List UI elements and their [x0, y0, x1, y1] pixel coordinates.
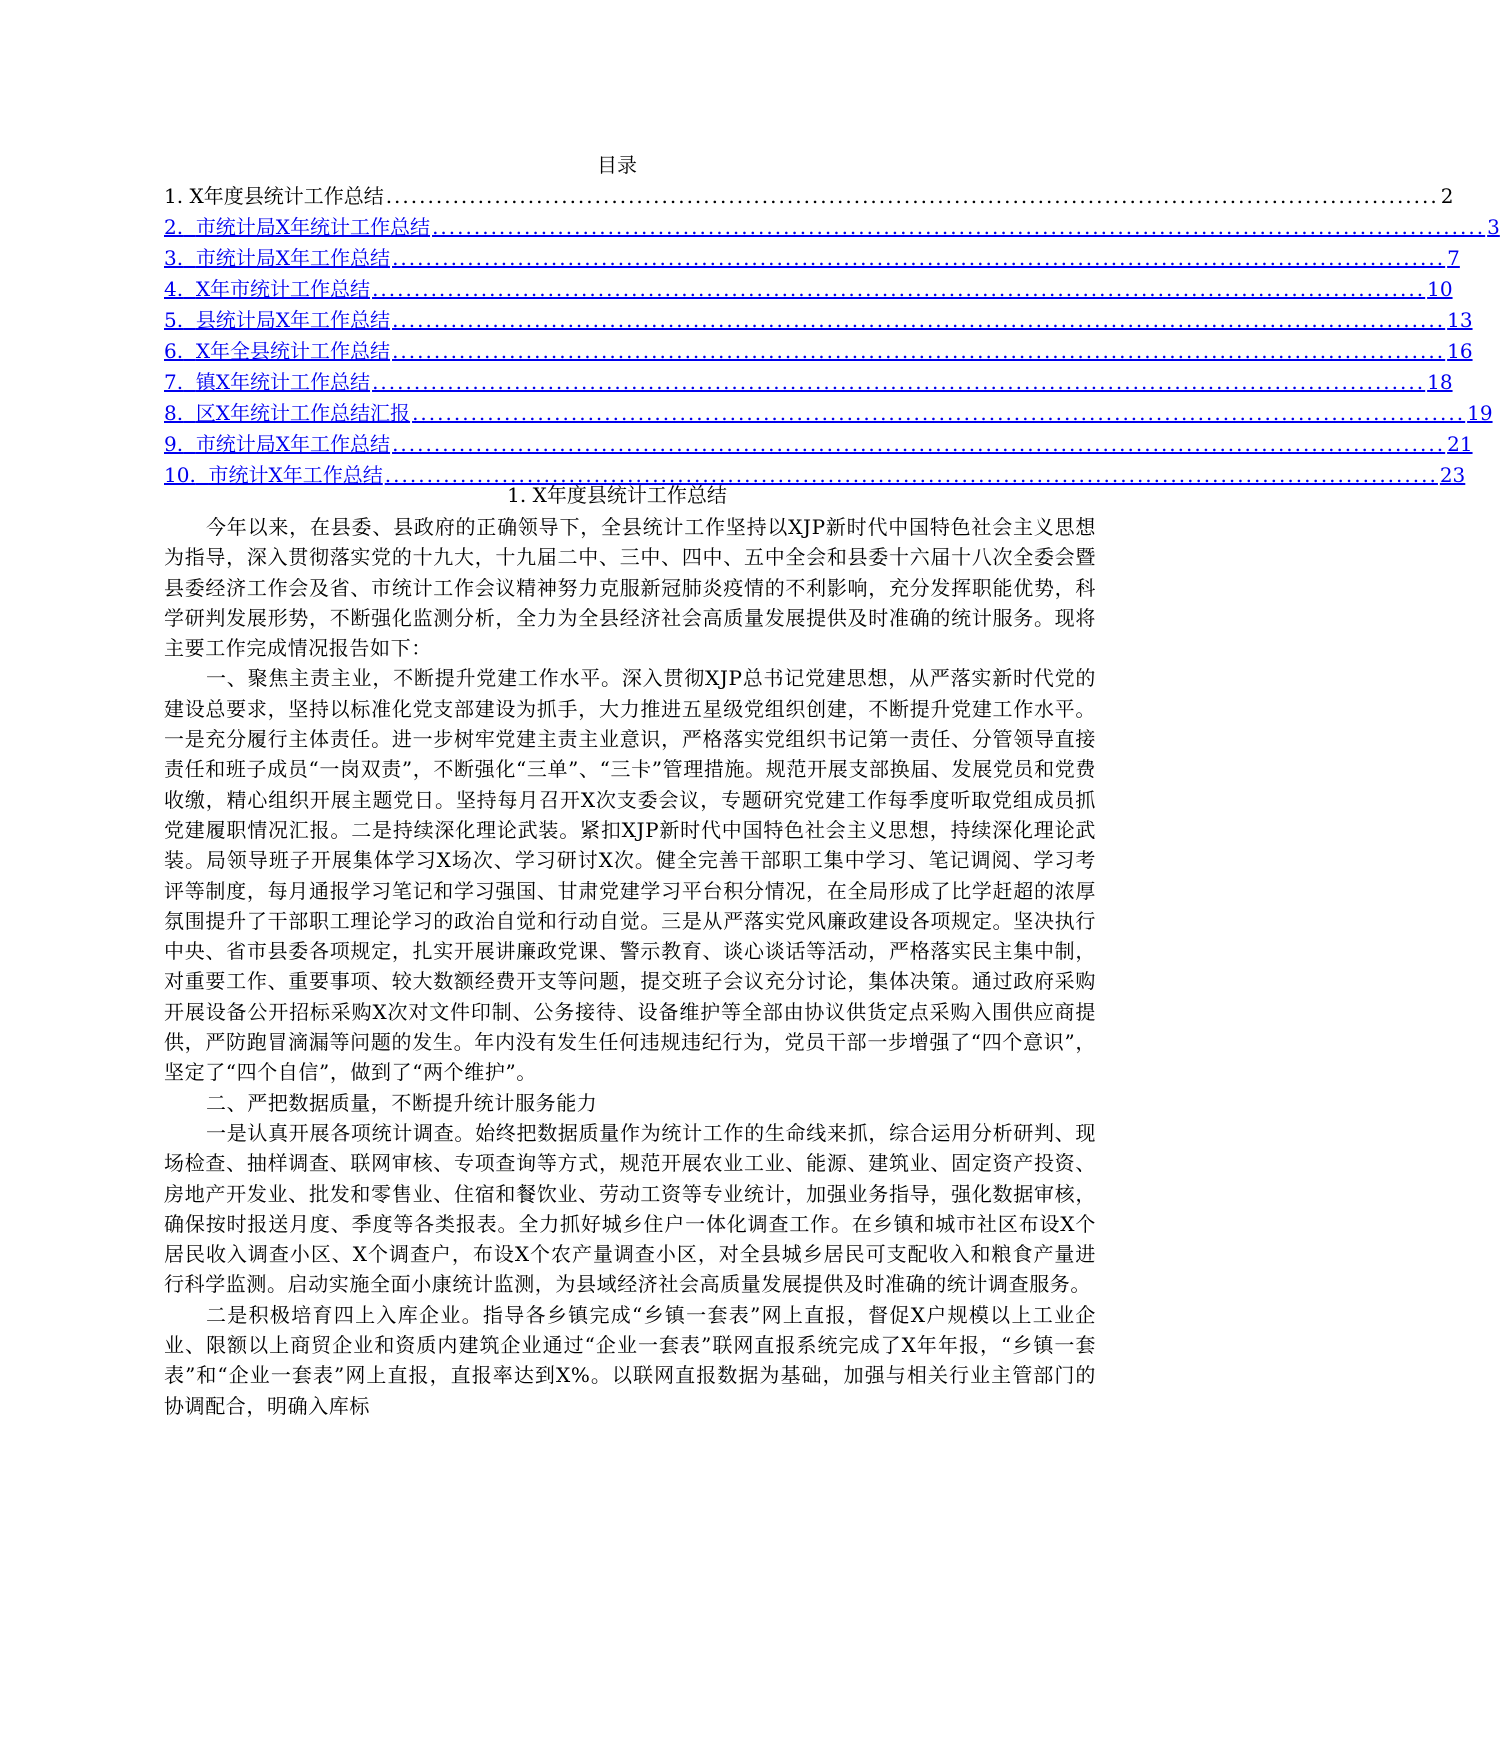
toc-entry-page: 19	[1467, 401, 1493, 425]
table-of-contents	[164, 181, 1500, 491]
toc-entry-number: 6.	[164, 339, 184, 363]
toc-entry-page: 16	[1447, 339, 1473, 363]
toc-entry-5[interactable]	[164, 305, 1473, 336]
paragraph-statistical-surveys: 一是认真开展各项统计调查。始终把数据质量作为统计工作的生命线来抓，综合运用分析研判、现场检查、抽样调查、联网审核、专项查询等方式，规范开展农业工业、能源、建筑业、固定资产投资、房地产开发业、批发和零售业、住宿和餐饮业、劳动工资等专业统计，加强业务指导，强化数据审核，确保按时报送月度、季度等各类报表。全力抓好城乡住户一体化调查工作。在乡镇和城市社区布设X个居民收入调查小区、X个调查户，布设X个农产量调查小区，对全县城乡居民可支配收入和粮食产量进行科学监测。启动实施全面小康统计监测，为县域经济社会高质量发展提供及时准确的统计调查服务。	[164, 1120, 1096, 1297]
toc-entry-label: 市统计局X年统计工作总结	[195, 215, 431, 239]
toc-entry-number: 10.	[164, 463, 196, 487]
toc-entry-number: 9.	[164, 432, 184, 456]
toc-leader-dots: ..............................................................................................................................	[384, 463, 1438, 487]
toc-entry-page: 18	[1427, 370, 1453, 394]
toc-entry-label: X年市统计工作总结	[195, 277, 371, 301]
toc-entry-label: X年度县统计工作总结	[189, 184, 384, 208]
toc-entry-number: 4.	[164, 277, 184, 301]
toc-leader-dots: ..............................................................................................................................	[432, 215, 1486, 239]
paragraph-intro: 今年以来，在县委、县政府的正确领导下，全县统计工作坚持以XJP新时代中国特色社会主义思想为指导，深入贯彻落实党的十九大，十九届二中、三中、四中、五中全会和县委十六届十八次全委会暨县委经济工作会及省、市统计工作会议精神努力克服新冠肺炎疫情的不利影响，充分发挥职能优势，科学研判发展形势，不断强化监测分析，全力为全县经济社会高质量发展提供及时准确的统计服务。现将主要工作完成情况报告如下：	[164, 515, 1096, 661]
toc-leader-dots: ..............................................................................................................................	[392, 308, 1446, 332]
toc-entry-4[interactable]	[164, 274, 1453, 305]
toc-entry-9[interactable]	[164, 429, 1473, 460]
paragraph-party-building: 一、聚焦主责主业，不断提升党建工作水平。深入贯彻XJP总书记党建思想，从严落实新时代党的建设总要求，坚持以标准化党支部建设为抓手，大力推进五星级党组织创建，不断提升党建工作水平。一是充分履行主体责任。进一步树牢党建主责主业意识，严格落实党组织书记第一责任、分管领导直接责任和班子成员“一岗双责”，不断强化“三单”、“三卡”管理措施。规范开展支部换届、发展党员和党费收缴，精心组织开展主题党日。坚持每月召开X次支委会议，专题研究党建工作每季度听取党组成员抓党建履职情况汇报。二是持续深化理论武装。紧扣XJP新时代中国特色社会主义思想，持续深化理论武装。局领导班子开展集体学习X场次、学习研讨X次。健全完善干部职工集中学习、笔记调阅、学习考评等制度，每月通报学习笔记和学习强国、甘肃党建学习平台积分情况，在全局形成了比学赶超的浓厚氛围提升了干部职工理论学习的政治自觉和行动自觉。三是从严落实党风廉政建设各项规定。坚决执行中央、省市县委各项规定，扎实开展讲廉政党课、警示教育、谈心谈话等活动，严格落实民主集中制，对重要工作、重要事项、较大数额经费开支等问题，提交班子会议充分讨论，集体决策。通过政府采购开展设备公开招标采购X次对文件印制、公务接待、设备维护等全部由协议供货定点采购入围供应商提供，严防跑冒滴漏等问题的发生。年内没有发生任何违规违纪行为，党员干部一步增强了“四个意识”，坚定了“四个自信”，做到了“两个维护”。	[164, 666, 1096, 1085]
toc-entry-3[interactable]	[164, 243, 1460, 274]
toc-leader-dots: ..............................................................................................................................	[412, 401, 1466, 425]
toc-entry-number: 8.	[164, 401, 184, 425]
toc-entry-1	[164, 181, 1454, 212]
toc-entry-8[interactable]	[164, 398, 1493, 429]
toc-title: 目录	[597, 153, 637, 177]
toc-entry-label: 县统计局X年工作总结	[195, 308, 391, 332]
toc-entry-page: 21	[1447, 432, 1473, 456]
paragraph-enterprise-cultivation: 二是积极培育四上入库企业。指导各乡镇完成“乡镇一套表”网上直报，督促X户规模以上工业企业、限额以上商贸企业和资质内建筑企业通过“企业一套表”联网直报系统完成了X年年报，“乡镇一套表”和“企业一套表”网上直报，直报率达到X%。以联网直报数据为基础，加强与相关行业主管部门的协调配合，明确入库标	[164, 1302, 1096, 1418]
toc-entry-page: 7	[1447, 246, 1460, 270]
toc-entry-2[interactable]	[164, 212, 1500, 243]
toc-leader-dots: ..............................................................................................................................	[372, 277, 1426, 301]
toc-entry-6[interactable]	[164, 336, 1473, 367]
toc-entry-number: 5.	[164, 308, 184, 332]
toc-entry-page: 3	[1487, 215, 1500, 239]
toc-entry-label: 区X年统计工作总结汇报	[195, 401, 411, 425]
toc-entry-label: 市统计局X年工作总结	[195, 432, 391, 456]
toc-entry-number: 3.	[164, 246, 184, 270]
toc-leader-dots: ..............................................................................................................................	[392, 432, 1446, 456]
toc-entry-number: 2.	[164, 215, 184, 239]
toc-leader-dots: ..............................................................................................................................	[385, 184, 1439, 208]
toc-leader-dots: ..............................................................................................................................	[372, 370, 1426, 394]
toc-entry-label: 市统计局X年工作总结	[195, 246, 391, 270]
section-heading: 1. X年度县统计工作总结	[507, 483, 727, 507]
section-body	[164, 512, 1096, 1421]
toc-entry-7[interactable]	[164, 367, 1453, 398]
toc-leader-dots: ..............................................................................................................................	[392, 246, 1446, 270]
toc-leader-dots: ..............................................................................................................................	[392, 339, 1446, 363]
toc-entry-label: 市统计X年工作总结	[208, 463, 383, 487]
toc-entry-page: 2	[1440, 184, 1454, 208]
toc-entry-page: 10	[1427, 277, 1453, 301]
toc-entry-number: 1.	[164, 184, 184, 208]
toc-entry-page: 13	[1447, 308, 1473, 332]
paragraph-subheading-data-quality: 二、严把数据质量，不断提升统计服务能力	[206, 1090, 598, 1115]
toc-entry-label: X年全县统计工作总结	[195, 339, 391, 363]
toc-entry-label: 镇X年统计工作总结	[195, 370, 371, 394]
toc-entry-number: 7.	[164, 370, 184, 394]
toc-entry-page: 23	[1439, 463, 1466, 487]
